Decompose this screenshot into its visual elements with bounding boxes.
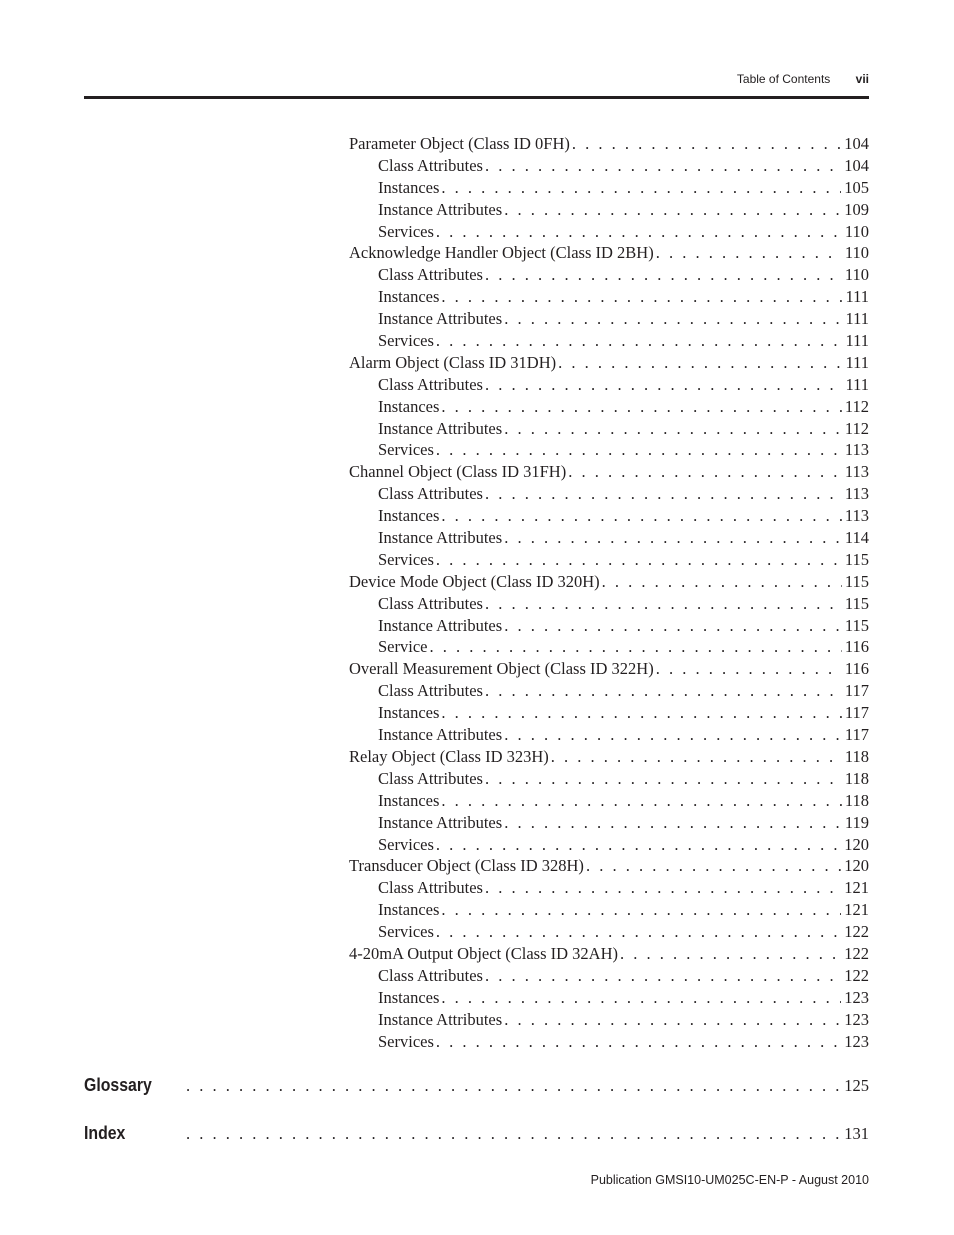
entry-page: 111 <box>845 374 869 394</box>
toc-subentry[interactable] <box>349 549 869 571</box>
dot-leader <box>441 790 841 812</box>
dot-leader <box>504 1009 841 1031</box>
toc-entry[interactable] <box>349 461 869 483</box>
chapter-page: 131 <box>844 1124 869 1143</box>
toc-entry[interactable] <box>349 242 869 264</box>
toc-entry[interactable] <box>349 571 869 593</box>
toc-subentry[interactable] <box>349 396 869 418</box>
entry-page: 111 <box>845 309 869 329</box>
entry-page: 120 <box>844 856 869 876</box>
entry-title: Class Attributes <box>378 965 483 985</box>
toc-subentry[interactable] <box>349 812 869 834</box>
entry-title: Class Attributes <box>378 484 483 504</box>
dot-leader <box>485 155 841 177</box>
dot-leader <box>186 1076 841 1096</box>
toc-subentry[interactable] <box>349 177 869 199</box>
entry-title: Class Attributes <box>378 593 483 613</box>
toc-subentry[interactable] <box>349 264 869 286</box>
toc-subentry[interactable] <box>349 483 869 505</box>
entry-title: Instances <box>378 703 440 723</box>
entry-title: Overall Measurement Object (Class ID 322H) <box>349 659 654 679</box>
entry-title: Class Attributes <box>378 768 483 788</box>
toc-entry[interactable] <box>349 352 869 374</box>
dot-leader <box>620 943 841 965</box>
dot-leader <box>441 286 842 308</box>
entry-page: 114 <box>844 528 869 548</box>
entry-page: 111 <box>845 352 869 372</box>
entry-title: Services <box>378 331 434 351</box>
dot-leader <box>504 418 842 440</box>
dot-leader <box>504 527 842 549</box>
entry-page: 123 <box>844 1009 869 1029</box>
chapter-title: Glossary <box>84 1075 152 1095</box>
entry-page: 121 <box>844 878 869 898</box>
entry-page: 117 <box>844 725 869 745</box>
entry-page: 113 <box>844 484 869 504</box>
entry-title: Class Attributes <box>378 681 483 701</box>
toc-subentry[interactable] <box>349 199 869 221</box>
toc-subentry[interactable] <box>349 527 869 549</box>
toc-subentry[interactable] <box>349 286 869 308</box>
entry-title: Class Attributes <box>378 878 483 898</box>
running-header <box>737 72 869 86</box>
toc-subentry[interactable] <box>349 439 869 461</box>
dot-leader <box>485 768 842 790</box>
dot-leader <box>572 133 841 155</box>
entry-page: 123 <box>844 987 869 1007</box>
entry-title: Instance Attributes <box>378 309 503 329</box>
entry-page: 113 <box>844 506 869 526</box>
chapter-page: 125 <box>844 1076 869 1095</box>
entry-title: Class Attributes <box>378 265 483 285</box>
toc-subentry[interactable] <box>349 790 869 812</box>
entry-page: 110 <box>844 243 869 263</box>
dot-leader <box>436 1031 841 1053</box>
dot-leader <box>656 242 842 264</box>
toc-subentry[interactable] <box>349 636 869 658</box>
toc-subentry[interactable] <box>349 374 869 396</box>
dot-leader <box>568 461 842 483</box>
toc-subentry[interactable] <box>349 308 869 330</box>
dot-leader <box>558 352 842 374</box>
dot-leader <box>441 899 841 921</box>
entry-page: 115 <box>844 615 869 635</box>
dot-leader <box>436 221 842 243</box>
entry-title: Instances <box>378 177 440 197</box>
entry-title: Instances <box>378 287 440 307</box>
toc-list <box>349 133 869 1052</box>
entry-page: 111 <box>845 287 869 307</box>
dot-leader <box>485 680 842 702</box>
entry-title: Instance Attributes <box>378 615 503 635</box>
dot-leader <box>436 834 841 856</box>
toc-subentry[interactable] <box>349 899 869 921</box>
entry-title: Instance Attributes <box>378 725 503 745</box>
dot-leader <box>504 308 842 330</box>
entry-page: 116 <box>844 659 869 679</box>
entry-page: 117 <box>844 681 869 701</box>
dot-leader <box>602 571 842 593</box>
entry-title: Instance Attributes <box>378 528 503 548</box>
header-page-number: vii <box>855 72 869 86</box>
dot-leader <box>441 987 841 1009</box>
toc-subentry[interactable] <box>349 921 869 943</box>
entry-page: 118 <box>844 768 869 788</box>
dot-leader <box>551 746 842 768</box>
dot-leader <box>485 877 841 899</box>
dot-leader <box>441 505 841 527</box>
entry-title: Class Attributes <box>378 374 483 394</box>
entry-title: Instance Attributes <box>378 418 503 438</box>
entry-title: Class Attributes <box>378 155 483 175</box>
toc-chapter-index[interactable] <box>84 1123 869 1147</box>
toc-chapter-glossary[interactable] <box>84 1075 869 1099</box>
toc-subentry[interactable] <box>349 330 869 352</box>
toc-subentry[interactable] <box>349 834 869 856</box>
entry-page: 120 <box>844 834 869 854</box>
toc-entry[interactable] <box>349 658 869 680</box>
dot-leader <box>485 264 842 286</box>
entry-title: Services <box>378 440 434 460</box>
entry-title: Instance Attributes <box>378 1009 503 1029</box>
entry-title: Transducer Object (Class ID 328H) <box>349 856 584 876</box>
entry-title: Instances <box>378 396 440 416</box>
entry-title: Services <box>378 221 434 241</box>
entry-title: Services <box>378 922 434 942</box>
entry-page: 113 <box>844 462 869 482</box>
entry-page: 117 <box>844 703 869 723</box>
dot-leader <box>504 615 842 637</box>
toc-subentry[interactable] <box>349 724 869 746</box>
entry-title: Device Mode Object (Class ID 320H) <box>349 571 600 591</box>
toc-subentry[interactable] <box>349 1009 869 1031</box>
entry-title: Channel Object (Class ID 31FH) <box>349 462 567 482</box>
entry-page: 104 <box>844 134 869 153</box>
entry-page: 115 <box>844 571 869 591</box>
entry-page: 109 <box>844 199 869 219</box>
entry-page: 118 <box>844 746 869 766</box>
chapter-title: Index <box>84 1123 126 1143</box>
toc-subentry[interactable] <box>349 987 869 1009</box>
entry-title: Service <box>378 637 428 657</box>
entry-title: Relay Object (Class ID 323H) <box>349 746 549 766</box>
entry-title: Acknowledge Handler Object (Class ID 2BH) <box>349 243 654 263</box>
toc-subentry[interactable] <box>349 702 869 724</box>
toc-subentry[interactable] <box>349 768 869 790</box>
entry-title: Instances <box>378 900 440 920</box>
header-rule <box>84 96 869 99</box>
dot-leader <box>485 483 842 505</box>
entry-page: 104 <box>844 155 869 175</box>
toc-subentry[interactable] <box>349 593 869 615</box>
toc-subentry[interactable] <box>349 505 869 527</box>
toc-entry[interactable] <box>349 133 869 155</box>
entry-page: 110 <box>844 265 869 285</box>
entry-page: 105 <box>844 177 869 197</box>
dot-leader <box>441 396 841 418</box>
entry-title: Services <box>378 549 434 569</box>
dot-leader <box>441 177 841 199</box>
entry-title: Instances <box>378 790 440 810</box>
entry-title: Alarm Object (Class ID 31DH) <box>349 352 557 372</box>
entry-page: 119 <box>844 812 869 832</box>
toc-subentry[interactable] <box>349 877 869 899</box>
dot-leader <box>436 921 841 943</box>
toc-subentry[interactable] <box>349 418 869 440</box>
entry-page: 123 <box>844 1031 869 1051</box>
entry-title: Instances <box>378 987 440 1007</box>
publication-footer: Publication GMSI10-UM025C-EN-P - August 2010 <box>590 1173 869 1187</box>
entry-page: 115 <box>844 549 869 569</box>
dot-leader <box>485 965 841 987</box>
entry-title: Instances <box>378 506 440 526</box>
entry-page: 115 <box>844 593 869 613</box>
entry-title: Services <box>378 1031 434 1051</box>
toc-entry[interactable] <box>349 855 869 877</box>
entry-title: 4-20mA Output Object (Class ID 32AH) <box>349 943 619 963</box>
entry-title: Parameter Object (Class ID 0FH) <box>349 134 570 153</box>
entry-page: 122 <box>844 922 869 942</box>
dot-leader <box>586 855 841 877</box>
entry-page: 112 <box>844 418 869 438</box>
entry-page: 122 <box>844 965 869 985</box>
dot-leader <box>656 658 842 680</box>
dot-leader <box>429 636 841 658</box>
entry-page: 121 <box>844 900 869 920</box>
entry-page: 116 <box>844 637 869 657</box>
toc-entry[interactable] <box>349 746 869 768</box>
entry-page: 122 <box>844 943 869 963</box>
toc-entry[interactable] <box>349 943 869 965</box>
entry-page: 110 <box>844 221 869 241</box>
dot-leader <box>485 374 843 396</box>
entry-title: Services <box>378 834 434 854</box>
dot-leader <box>504 812 842 834</box>
entry-page: 112 <box>844 396 869 416</box>
dot-leader <box>186 1124 841 1144</box>
entry-title: Instance Attributes <box>378 812 503 832</box>
toc-subentry[interactable] <box>349 680 869 702</box>
header-section-title: Table of Contents <box>736 72 831 86</box>
dot-leader <box>436 330 843 352</box>
dot-leader <box>485 593 842 615</box>
entry-page: 118 <box>844 790 869 810</box>
entry-title: Instance Attributes <box>378 199 503 219</box>
dot-leader <box>504 724 842 746</box>
dot-leader <box>441 702 841 724</box>
dot-leader <box>436 549 842 571</box>
entry-page: 111 <box>845 331 869 351</box>
toc-subentry[interactable] <box>349 965 869 987</box>
entry-page: 113 <box>844 440 869 460</box>
toc-subentry[interactable] <box>349 1031 869 1053</box>
toc-subentry[interactable] <box>349 615 869 637</box>
toc-subentry[interactable] <box>349 221 869 243</box>
dot-leader <box>436 439 842 461</box>
dot-leader <box>504 199 841 221</box>
toc-subentry[interactable] <box>349 155 869 177</box>
